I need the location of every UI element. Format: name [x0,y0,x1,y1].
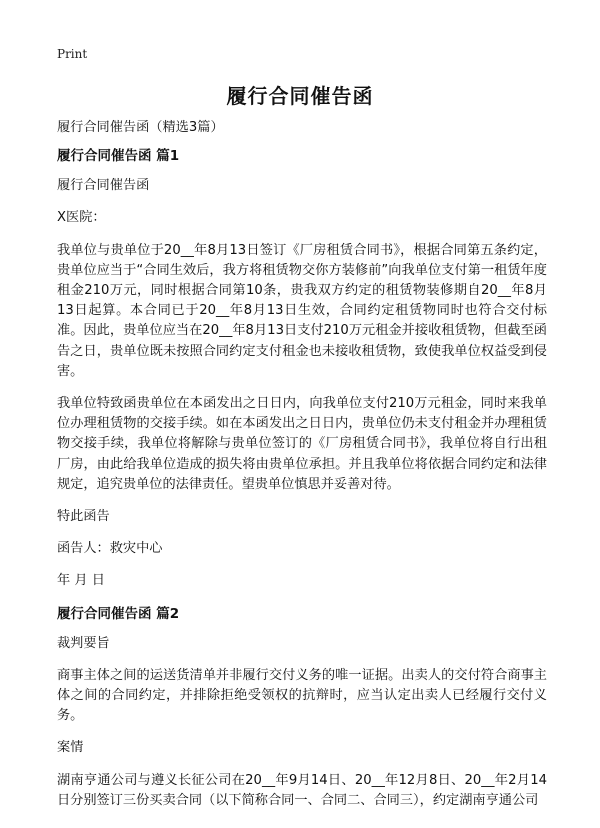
case-label: 案情 [57,740,84,756]
section-2-heading: 履行合同催告函 篇2 [57,605,180,622]
document-body [57,118,547,823]
document-subtitle: 履行合同催告函（精选3篇） [57,120,224,135]
date-line: 年 月 日 [57,573,105,589]
letter-title: 履行合同催告函 [57,178,150,194]
print-link[interactable]: Print [57,47,88,61]
summary-label: 裁判要旨 [57,635,110,651]
page-title: 履行合同催告函 [226,84,374,108]
closing-line: 特此函告 [57,509,110,525]
section-1-heading: 履行合同催告函 篇1 [57,148,180,165]
body-paragraph: 我单位与贵单位于20__年8月13日签订《厂房租赁合同书》，根据合同第五条约定，贵单位应当于“合同生效后，我方将租赁物交你方装修前”向我单位支付第一租赁年度租金210万元，同时根据合同第10条，贵我双方约定的租赁物装修期自20__年8月13日起算。本合同已于20__年8月13日生效，合同约定租赁物同时也符合交付标准。因此，贵单位应当在20__年8月13日支付210万元租金并接收租赁物，但截至函告之日，贵单位既未按照合同约定支付租金也未接收租赁物，致使我单位权益受到侵害。 [57,242,547,379]
body-paragraph: 商事主体之间的运送货清单并非履行交付义务的唯一证据。出卖人的交付符合商事主体之间的合同约定，并排除拒绝受领权的抗辩时，应当认定出卖人已经履行交付义务。 [57,667,547,724]
sender-line: 函告人：救灾中心 [57,541,163,557]
body-paragraph: 湖南亨通公司与遵义长征公司在20__年9月14日、20__年12月8日、20__年2月14日分别签订三份买卖合同（以下简称合同一、合同二、合同三），约定湖南亨通公司 [57,772,547,808]
body-paragraph: 我单位特致函贵单位在本函发出之日日内，向我单位支付210万元租金，同时来我单位办理租赁物的交接手续。如在本函发出之日日内，贵单位仍未支付租金并办理租赁物交接手续，我单位将解除与贵单位签订的《厂房租赁合同书》，我单位将自行出租厂房，由此给我单位造成的损失将由贵单位承担。并且我单位将依据合同约定和法律规定，追究贵单位的法律责任。望贵单位慎思并妥善对待。 [57,396,547,492]
addressee: X医院： [57,210,106,226]
